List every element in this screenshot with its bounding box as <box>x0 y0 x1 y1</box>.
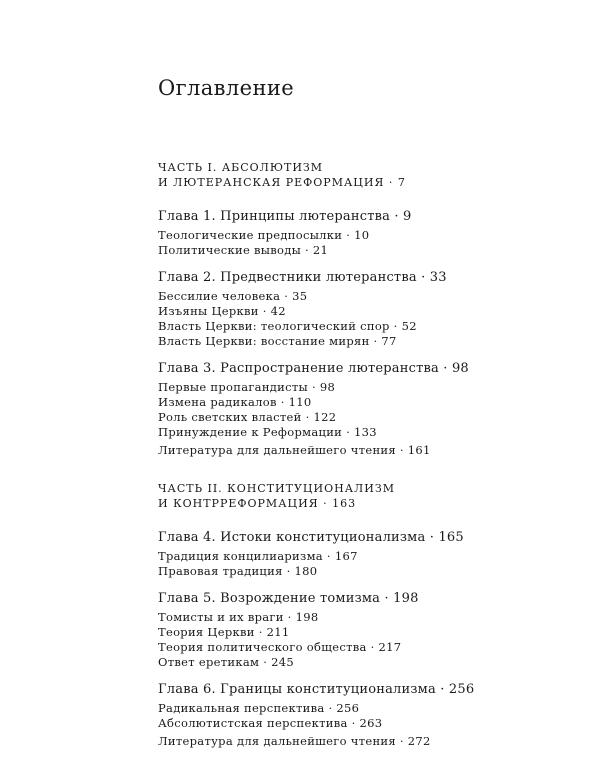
section-item: Измена радикалов · 110 <box>158 395 312 409</box>
part-1 <box>158 160 578 458</box>
section-item: Правовая традиция · 180 <box>158 564 318 578</box>
chapter-3 <box>158 360 578 440</box>
section-item: Радикальная перспектива · 256 <box>158 701 360 715</box>
section-item: Бессилие человека · 35 <box>158 289 308 303</box>
chapter-title: Глава 2. Предвестники лютеранства · 33 <box>158 270 447 285</box>
chapter-title: Глава 5. Возрождение томизма · 198 <box>158 591 419 606</box>
chapter-5 <box>158 590 578 670</box>
part-heading-line: И ЛЮТЕРАНСКАЯ РЕФОРМАЦИЯ · 7 <box>158 176 406 189</box>
part-heading <box>158 160 578 190</box>
part-heading <box>158 481 578 511</box>
section-item: Власть Церкви: восстание мирян · 77 <box>158 334 397 348</box>
section-item: Традиция концилиаризма · 167 <box>158 549 358 563</box>
section-item: Роль светских властей · 122 <box>158 410 337 424</box>
part-2 <box>158 481 578 749</box>
section-item: Томисты и их враги · 198 <box>158 610 319 624</box>
chapter-title: Глава 3. Распространение лютеранства · 98 <box>158 361 469 376</box>
part-heading-line: И КОНТРРЕФОРМАЦИЯ · 163 <box>158 497 357 510</box>
section-item: Принуждение к Реформации · 133 <box>158 425 377 439</box>
section-item: Теологические предпосылки · 10 <box>158 228 370 242</box>
section-item: Политические выводы · 21 <box>158 243 329 257</box>
part-heading-line: ЧАСТЬ II. КОНСТИТУЦИОНАЛИЗМ <box>158 482 395 495</box>
section-item: Теория политического общества · 217 <box>158 640 402 654</box>
section-item: Абсолютистская перспектива · 263 <box>158 716 383 730</box>
section-item: Изъяны Церкви · 42 <box>158 304 286 318</box>
chapter-title: Глава 1. Принципы лютеранства · 9 <box>158 209 412 224</box>
chapter-6 <box>158 681 578 731</box>
page-title: Оглавление <box>158 76 295 101</box>
further-reading: Литература для дальнейшего чтения · 161 <box>158 443 431 457</box>
section-item: Первые пропагандисты · 98 <box>158 380 336 394</box>
chapter-2 <box>158 269 578 349</box>
part-heading-line: ЧАСТЬ I. АБСОЛЮТИЗМ <box>158 161 324 174</box>
section-item: Власть Церкви: теологический спор · 52 <box>158 319 417 333</box>
section-item: Теория Церкви · 211 <box>158 625 290 639</box>
chapter-4 <box>158 529 578 579</box>
further-reading: Литература для дальнейшего чтения · 272 <box>158 734 431 748</box>
chapter-title: Глава 6. Границы конституционализма · 256 <box>158 682 475 697</box>
chapter-1 <box>158 208 578 258</box>
chapter-title: Глава 4. Истоки конституционализма · 165 <box>158 530 464 545</box>
table-of-contents <box>158 160 578 772</box>
section-item: Ответ еретикам · 245 <box>158 655 294 669</box>
